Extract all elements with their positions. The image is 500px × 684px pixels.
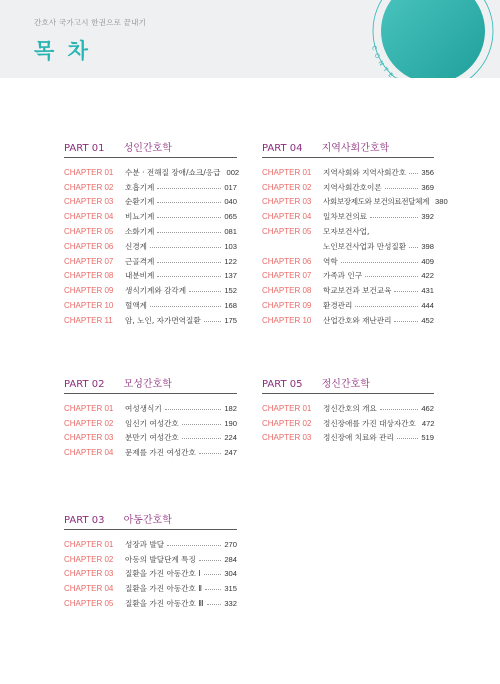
toc-row[interactable] — [262, 416, 434, 431]
chapter-title: 혈액계 — [125, 301, 148, 311]
chapter-number: CHAPTER 06 — [262, 256, 312, 266]
chapter-title: 소화기계 — [125, 227, 155, 237]
chapter-title: 질환을 가진 아동간호 Ⅰ — [125, 569, 201, 579]
dot-leader — [385, 188, 419, 189]
part-name: 아동간호학 — [123, 515, 172, 526]
part-name: 정신간호학 — [321, 379, 370, 390]
dot-leader — [182, 424, 222, 425]
dot-leader — [394, 321, 418, 322]
chapter-title: 일차보건의료 — [323, 212, 368, 222]
page-number: 065 — [224, 212, 237, 222]
chapter-title: 역학 — [323, 256, 338, 266]
dot-leader — [397, 438, 418, 439]
chapter-title: 성장과 발달 — [125, 539, 165, 549]
chapter-number: CHAPTER 06 — [64, 241, 114, 251]
chapter-title: 지역사회간호이론 — [323, 182, 382, 192]
chapter-number: CHAPTER 05 — [262, 227, 312, 237]
chapter-title: 산업간호와 재난관리 — [323, 315, 392, 325]
dot-leader — [409, 173, 418, 174]
chapter-title: 지역사회와 지역사회간호 — [323, 167, 407, 177]
part-name: 지역사회간호학 — [321, 143, 390, 154]
toc-row[interactable] — [262, 180, 434, 195]
chapter-number: CHAPTER 04 — [262, 212, 312, 222]
dot-leader — [199, 560, 221, 561]
chapter-number: CHAPTER 08 — [64, 271, 114, 281]
page-number: 369 — [421, 182, 434, 192]
page-number: 356 — [421, 167, 434, 177]
chapter-title: 아동의 발달단계 특징 — [125, 554, 196, 564]
chapter-title: 정신장애를 가진 대상자간호 — [323, 418, 416, 428]
toc-row[interactable] — [262, 195, 448, 210]
chapter-title: 내분비계 — [125, 271, 155, 281]
chapter-title: 순환기계 — [125, 197, 155, 207]
chapter-number: CHAPTER 01 — [64, 403, 114, 413]
toc-row[interactable] — [262, 401, 434, 416]
toc-row[interactable] — [64, 537, 237, 552]
part-name: 성인간호학 — [123, 143, 172, 154]
page-number: 519 — [421, 433, 434, 443]
page-number: 182 — [224, 403, 237, 413]
chapter-number: CHAPTER 09 — [262, 301, 312, 311]
chapter-number: CHAPTER 04 — [64, 584, 114, 594]
toc-row[interactable] — [262, 224, 434, 239]
dot-leader — [204, 574, 222, 575]
toc-row[interactable] — [262, 431, 434, 446]
chapter-number: CHAPTER 03 — [64, 569, 114, 579]
toc-row[interactable] — [64, 269, 237, 284]
page-number: 247 — [224, 448, 237, 458]
chapter-number: CHAPTER 02 — [262, 182, 312, 192]
dot-leader — [207, 604, 222, 605]
chapter-number: CHAPTER 07 — [64, 256, 114, 266]
toc-row[interactable] — [64, 445, 237, 460]
dot-leader — [341, 262, 419, 263]
toc-row[interactable] — [64, 224, 237, 239]
dot-leader — [157, 217, 221, 218]
part-heading — [64, 372, 237, 394]
toc-row[interactable] — [64, 165, 240, 180]
chapter-number: CHAPTER 02 — [64, 418, 114, 428]
page-title: 목 차 — [34, 39, 91, 63]
toc-row[interactable] — [64, 313, 237, 328]
toc-row[interactable] — [262, 283, 434, 298]
page-number: 152 — [224, 286, 237, 296]
chapter-title: 모자보건사업, — [323, 227, 370, 237]
chapter-number: CHAPTER 03 — [262, 433, 312, 443]
part-section — [64, 508, 237, 611]
chapter-title: 임신기 여성간호 — [125, 418, 179, 428]
contents-decor-text: CONTENTS — [369, 45, 417, 94]
page-number: 168 — [224, 301, 237, 311]
toc-row[interactable] — [262, 313, 434, 328]
dot-leader — [380, 409, 419, 410]
page-number: 002 — [226, 167, 240, 177]
page-number: 409 — [421, 256, 434, 266]
page-number: 431 — [421, 286, 434, 296]
part-section — [262, 136, 448, 328]
page-number: 422 — [421, 271, 434, 281]
page-number: 122 — [224, 256, 237, 266]
chapter-number: CHAPTER 07 — [262, 271, 312, 281]
page-number: 380 — [435, 197, 448, 207]
toc-row[interactable] — [64, 180, 237, 195]
dot-leader — [189, 291, 221, 292]
toc-row[interactable] — [64, 596, 237, 611]
chapter-number: CHAPTER 01 — [64, 539, 114, 549]
toc-row[interactable] — [262, 254, 434, 269]
page-number: 398 — [421, 241, 434, 251]
chapter-number: CHAPTER 08 — [262, 286, 312, 296]
page-number: 081 — [224, 227, 237, 237]
chapter-title: 문제를 가진 여성간호 — [125, 448, 196, 458]
chapter-number: CHAPTER 10 — [64, 301, 114, 311]
toc-row[interactable] — [64, 283, 237, 298]
part-section — [64, 372, 237, 460]
chapter-title: 근골격계 — [125, 256, 155, 266]
chapter-title: 가족과 인구 — [323, 271, 363, 281]
dot-leader — [150, 247, 221, 248]
chapter-number: CHAPTER 04 — [64, 448, 114, 458]
chapter-number: CHAPTER 01 — [262, 167, 312, 177]
dot-leader — [157, 188, 221, 189]
part-number: PART 02 — [64, 379, 105, 390]
chapter-number: CHAPTER 01 — [262, 403, 312, 413]
chapter-title: 분만기 여성간호 — [125, 433, 179, 443]
part-name: 모성간호학 — [123, 379, 172, 390]
page-number: 103 — [224, 241, 237, 251]
chapter-number: CHAPTER 09 — [64, 286, 114, 296]
part-section — [262, 372, 434, 445]
chapter-number: CHAPTER 02 — [262, 418, 312, 428]
chapter-title: 정신간호의 개요 — [323, 403, 377, 413]
page-number: 304 — [224, 569, 237, 579]
page-number: 392 — [421, 212, 434, 222]
part-number: PART 05 — [262, 379, 303, 390]
chapter-title: 사회보장제도와 보건의료전달체계 — [323, 197, 430, 207]
dot-leader — [167, 545, 221, 546]
part-heading — [262, 372, 434, 394]
part-heading — [64, 136, 237, 158]
dot-leader — [409, 247, 418, 248]
part-section — [64, 136, 240, 328]
book-subtitle: 간호사 국가고시 한권으로 끝내기 — [34, 18, 146, 27]
chapter-number: CHAPTER 04 — [64, 212, 114, 222]
dot-leader — [157, 276, 221, 277]
page-number: 017 — [224, 182, 237, 192]
chapter-number: CHAPTER 02 — [64, 554, 114, 564]
toc-row[interactable] — [64, 431, 237, 446]
toc-row[interactable] — [262, 165, 434, 180]
chapter-number: CHAPTER 05 — [64, 227, 114, 237]
dot-leader — [165, 409, 222, 410]
chapter-number: CHAPTER 10 — [262, 315, 312, 325]
toc-row-continuation[interactable] — [262, 239, 434, 254]
toc-row[interactable] — [262, 269, 434, 284]
chapter-title: 생식기계와 감각계 — [125, 286, 187, 296]
page-number: 040 — [224, 197, 237, 207]
page-number: 444 — [421, 301, 434, 311]
chapter-number: CHAPTER 11 — [64, 315, 113, 325]
chapter-title: 노인보건사업과 만성질환 — [323, 241, 407, 251]
toc-row[interactable] — [64, 254, 237, 269]
chapter-number: CHAPTER 03 — [64, 197, 114, 207]
dot-leader — [157, 262, 221, 263]
toc-row[interactable] — [64, 552, 237, 567]
toc-row[interactable] — [64, 567, 237, 582]
page-number: 190 — [224, 418, 237, 428]
chapter-title: 수분 · 전해질 장애/쇼크/응급 — [125, 167, 221, 177]
toc-row[interactable] — [64, 416, 237, 431]
dot-leader — [394, 291, 418, 292]
page-number: 332 — [224, 599, 237, 609]
toc-row[interactable] — [64, 239, 237, 254]
dot-leader — [150, 306, 221, 307]
dot-leader — [182, 438, 222, 439]
contents-circle-decoration — [358, 0, 500, 94]
chapter-title: 정신장애 치료와 관리 — [323, 433, 394, 443]
chapter-title: 환경관리 — [323, 301, 353, 311]
dot-leader — [204, 321, 222, 322]
dot-leader — [157, 232, 221, 233]
chapter-number: CHAPTER 02 — [64, 182, 114, 192]
chapter-title: 비뇨기계 — [125, 212, 155, 222]
page-number: 284 — [224, 554, 237, 564]
page-number: 452 — [421, 315, 434, 325]
part-number: PART 04 — [262, 143, 303, 154]
dot-leader — [205, 589, 221, 590]
chapter-title: 질환을 가진 아동간호 Ⅲ — [125, 599, 204, 609]
page-number: 462 — [421, 403, 434, 413]
page-number: 472 — [421, 418, 435, 428]
dot-leader — [355, 306, 418, 307]
page-number: 315 — [224, 584, 237, 594]
dot-leader — [370, 217, 418, 218]
page-number: 175 — [224, 315, 237, 325]
part-heading — [262, 136, 434, 158]
chapter-number: CHAPTER 01 — [64, 167, 114, 177]
toc-row[interactable] — [64, 209, 237, 224]
toc-row[interactable] — [64, 298, 237, 313]
part-number: PART 01 — [64, 143, 105, 154]
chapter-title: 신경계 — [125, 241, 148, 251]
part-number: PART 03 — [64, 515, 105, 526]
chapter-title: 호흡기계 — [125, 182, 155, 192]
page-number: 270 — [224, 539, 237, 549]
chapter-title: 학교보건과 보건교육 — [323, 286, 392, 296]
chapter-number: CHAPTER 05 — [64, 599, 114, 609]
chapter-title: 암, 노인, 자가면역질환 — [125, 315, 201, 325]
dot-leader — [199, 453, 221, 454]
page-header — [0, 0, 500, 94]
chapter-title: 질환을 가진 아동간호 Ⅱ — [125, 584, 202, 594]
toc-row[interactable] — [64, 195, 237, 210]
chapter-title: 여성생식기 — [125, 403, 162, 413]
part-heading — [64, 508, 237, 530]
toc-row[interactable] — [262, 298, 434, 313]
page-number: 224 — [224, 433, 237, 443]
toc-row[interactable] — [64, 401, 237, 416]
chapter-number: CHAPTER 03 — [262, 197, 312, 207]
page-number: 137 — [224, 271, 237, 281]
toc-row[interactable] — [64, 581, 237, 596]
dot-leader — [157, 202, 221, 203]
toc-row[interactable] — [262, 209, 434, 224]
chapter-number: CHAPTER 03 — [64, 433, 114, 443]
dot-leader — [365, 276, 418, 277]
